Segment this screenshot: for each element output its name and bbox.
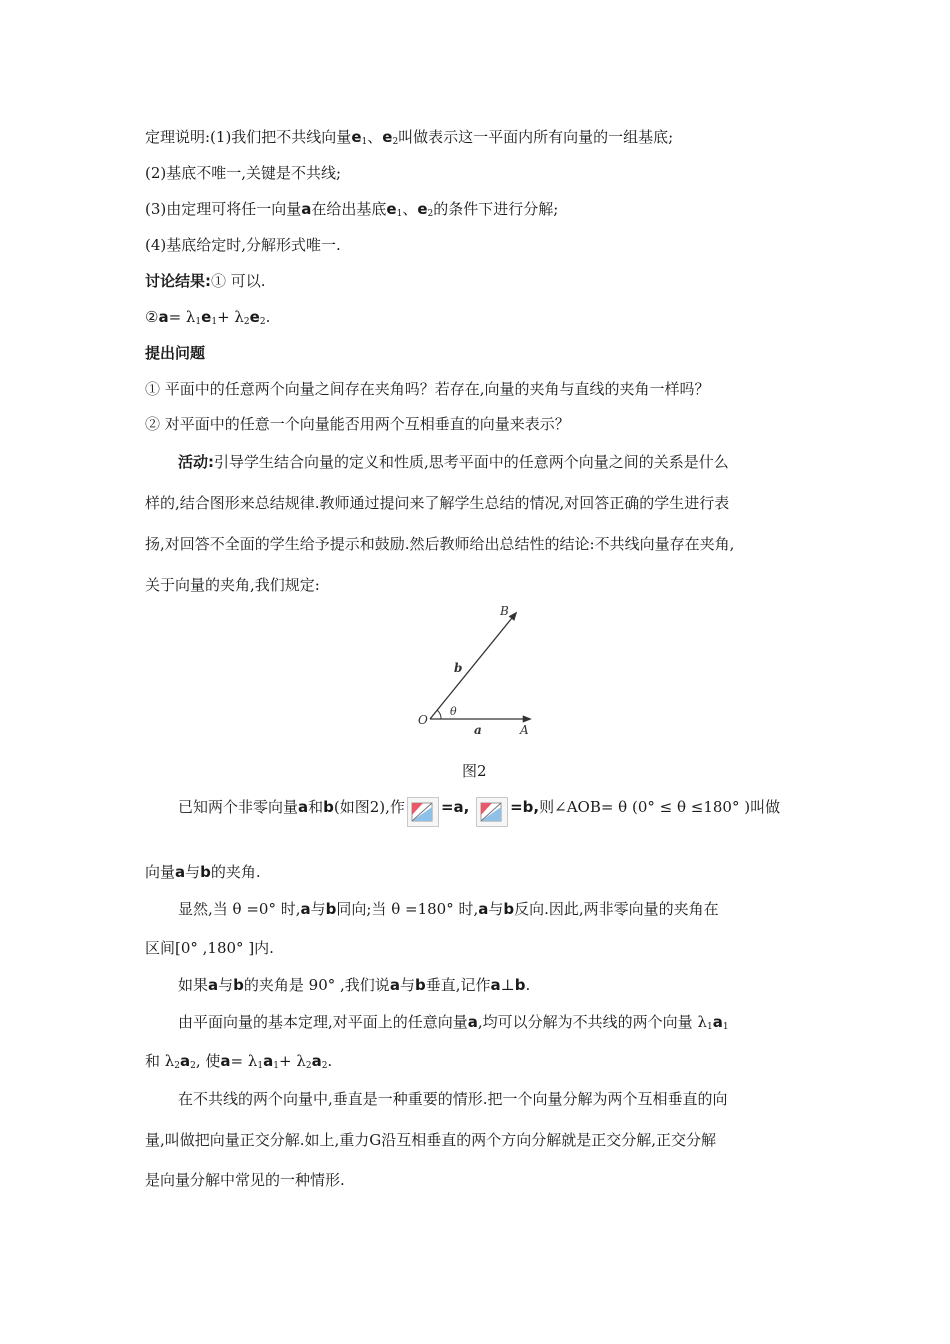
broken-image-icon [476,797,508,827]
label-A: A [520,723,529,737]
label-b: b [454,661,463,675]
figure-caption: 图2 [462,762,487,780]
activity-paragraph-line-4: 关于向量的夹角,我们规定: [145,576,320,594]
activity-paragraph-line-3: 扬,对回答不全面的学生给予提示和鼓励.然后教师给出总结性的结论:不共线向量存在夹角, [145,535,735,553]
orthogonal-paragraph-line-3: 是向量分解中常见的一种情形. [145,1171,345,1189]
decomposition-line-2: 和 $\lambda_2a_2$, 使$a= \lambda_1a_1+ \lambda_2a_2$. [145,1052,333,1071]
label-a: a [474,723,482,737]
question-1: ① 平面中的任意两个向量之间存在夹角吗？若存在,向量的夹角与直线的夹角一样吗？ [145,380,710,398]
orthogonal-paragraph-line-1: 在不共线的两个向量中,垂直是一种重要的情形.把一个向量分解为两个互相垂直的向 [178,1090,728,1108]
vector-angle-figure [412,603,542,741]
definition-line-2: 向量a与b的夹角. [145,863,261,881]
label-O: O [418,713,428,727]
vector-b-arrow [430,613,516,719]
activity-paragraph-line-2: 样的,结合图形来总结规律.教师通过提问来了解学生总结的情况,对回答正确的学生进行表 [145,494,730,512]
label-B: B [500,604,509,618]
definition-line-1: 已知两个非零向量a和b(如图2),作 =a, =b,则∠AOB= θ (0° ≤ θ ≤180° )叫做 [178,797,780,827]
orthogonal-paragraph-line-2: 量,叫做把向量正交分解.如上,重力G沿互相垂直的两个方向分解就是正交分解,正交分解 [145,1131,717,1149]
question-2: ② 对平面中的任意一个向量能否用两个互相垂直的向量来表示？ [145,415,570,433]
label-theta: θ [450,705,457,718]
explanation-line-1: 显然,当 θ =0° 时,a与b同向;当 θ =180° 时,a与b反向.因此,两非零向量的夹角在 [178,900,719,918]
theorem-note-2: (2)基底不唯一,关键是不共线; [145,164,342,182]
decomposition-line-1: 由平面向量的基本定理,对平面上的任意向量a,均可以分解为不共线的两个向量 $\lambda_1a_1$ [178,1013,729,1032]
explanation-line-2: 区间[0° ,180° ]内. [145,939,274,957]
section-heading: 提出问题 [145,344,206,362]
activity-paragraph-line-1: 活动:引导学生结合向量的定义和性质,思考平面中的任意两个向量之间的关系是什么 [178,453,729,471]
angle-arc [437,710,441,719]
perpendicular-definition: 如果a与b的夹角是 90° ,我们说a与b垂直,记作a⊥b. [178,976,531,994]
broken-image-icon [407,797,439,827]
discussion-result-2: ②a= $\lambda_1e_1+ \lambda_2e_2$. [145,308,271,327]
discussion-result-1: 讨论结果:① 可以. [145,272,266,290]
theorem-note-1: 定理说明:(1)我们把不共线向量$e_1$、$e_2$叫做表示这一平面内所有向量的一组基底; [145,128,674,147]
theorem-note-3: (3)由定理可将任一向量a在给出基底$e_1$、$e_2$的条件下进行分解; [145,200,559,219]
theorem-note-4: (4)基底给定时,分解形式唯一. [145,236,341,254]
